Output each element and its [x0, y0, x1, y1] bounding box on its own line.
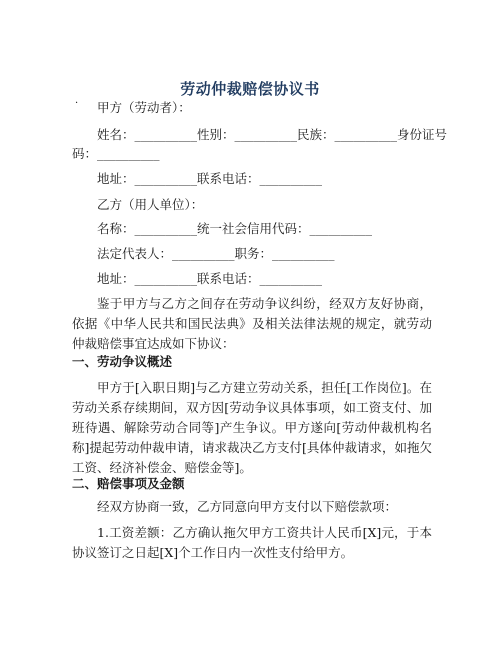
- section2-intro: 经双方协商一致，乙方同意向甲方支付以下赔偿款项：: [97, 499, 398, 514]
- party-a-heading: 甲方（劳动者）：: [97, 100, 191, 115]
- section1-heading: 一、劳动争议概述: [72, 354, 173, 369]
- document-title: 劳动仲裁赔偿协议书: [180, 80, 320, 98]
- section2-item1: 1.工资差额：乙方确认拖欠甲方工资共计人民币[X]元，于本协议签订之日起[X]个工作日内一次性支付给甲方。: [72, 525, 432, 560]
- preamble-paragraph: 鉴于甲方与乙方之间存在劳动争议纠纷，经双方友好协商，依据《中华人民共和国民法典》及相关法律法规的规定，就劳动仲裁赔偿事宜达成如下协议：: [72, 296, 432, 351]
- party-b-name: 名称：__________统一社会信用代码：__________: [97, 221, 373, 236]
- party-b-representative: 法定代表人：__________职务：__________: [97, 246, 335, 261]
- party-a-line1-wrap: 码：__________: [72, 146, 160, 161]
- party-b-address: 地址：__________联系电话：__________: [97, 271, 323, 286]
- party-a-line1: 姓名：__________性别：__________民族：__________身份证号: [97, 127, 448, 142]
- party-b-heading: 乙方（用人单位）：: [97, 197, 204, 212]
- section2-heading: 二、赔偿事项及金额: [72, 476, 185, 491]
- bullet-mark: ·: [75, 98, 79, 109]
- section1-body: 甲方于[入职日期]与乙方建立劳动关系，担任[工作岗位]。在劳动关系存续期间，双方因[劳动争议具体事项，如工资支付、加班待遇、解除劳动合同等]产生争议。甲方遂向[劳动仲裁机构名称]提起劳动仲裁申请，请求裁决乙方支付[具体仲裁请求，如拖欠工资、经济补偿金、赔偿金等]。: [72, 380, 432, 475]
- party-a-address: 地址：__________联系电话：__________: [97, 171, 323, 186]
